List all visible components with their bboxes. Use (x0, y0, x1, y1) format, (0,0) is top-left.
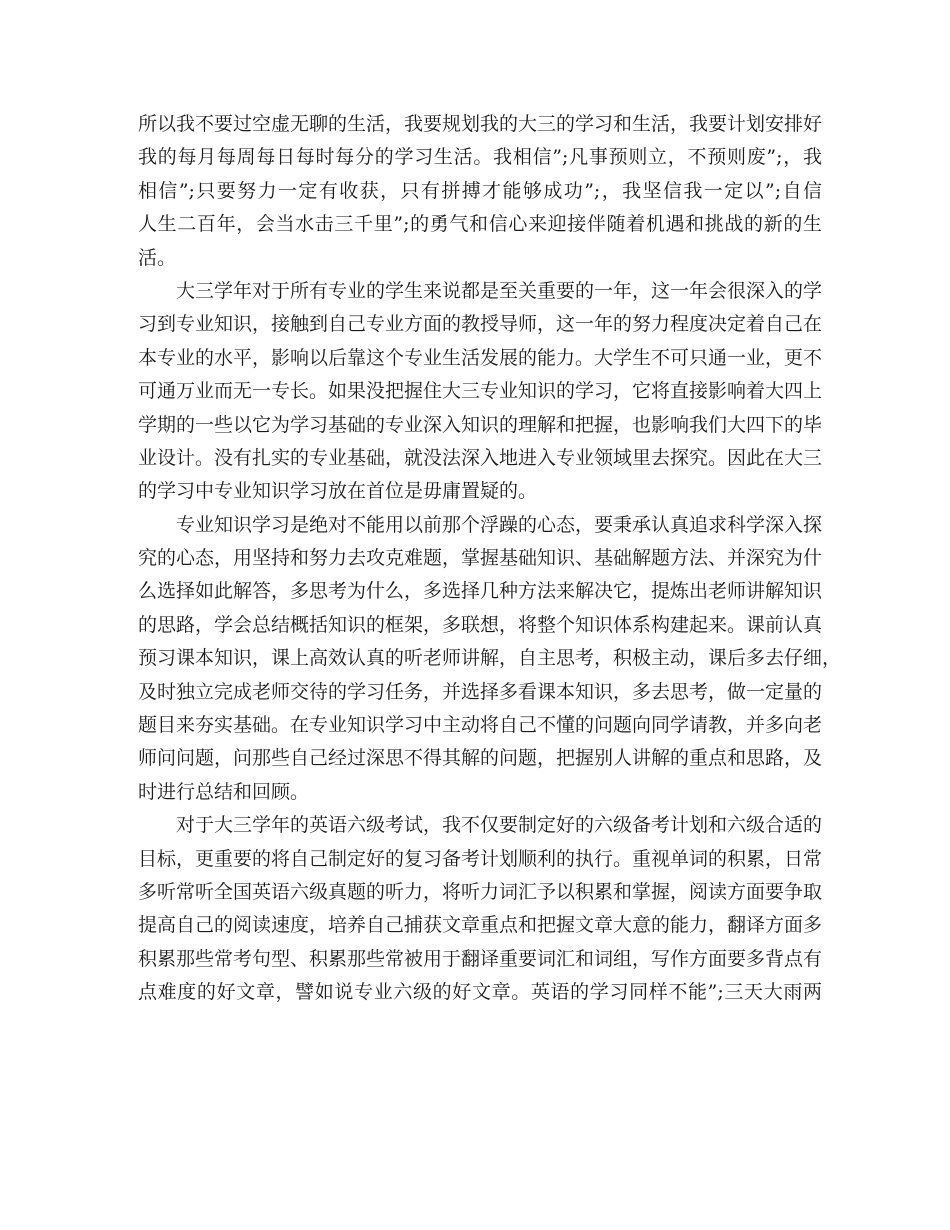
text-line: 习到专业知识，接触到自己专业方面的教授导师，这一年的努力程度决定着自己在 (138, 313, 823, 336)
text-line: 及时独立完成老师交待的学习任务，并选择多看课本知识，多去思考，做一定量的 (138, 680, 823, 703)
text-line: 目标，更重要的将自己制定好的复习备考计划顺利的执行。重视单词的积累，日常 (138, 847, 823, 870)
text-line: 点难度的好文章，譬如说专业六级的好文章。英语的学习同样不能”;三天大雨两 (138, 981, 822, 1004)
paragraph-first-line: 对于大三学年的英语六级考试，我不仅要制定好的六级备考计划和六级合适的 (176, 814, 823, 837)
text-line: 业设计。没有扎实的专业基础，就没法深入地进入专业领域里去探究。因此在大三 (138, 446, 823, 469)
text-line: 提高自己的阅读速度，培养自己捕获文章重点和把握文章大意的能力，翻译方面多 (138, 914, 823, 937)
paragraph-first-line: 专业知识学习是绝对不能用以前那个浮躁的心态，要秉承认真追求科学深入探 (176, 513, 823, 536)
text-line: 的学习中专业知识学习放在首位是毋庸置疑的。 (138, 480, 538, 503)
text-line: 究的心态，用坚持和努力去攻克难题，掌握基础知识、基础解题方法、并深究为什 (138, 547, 823, 570)
text-line: 所以我不要过空虚无聊的生活，我要规划我的大三的学习和生活，我要计划安排好 (138, 113, 823, 135)
text-line: 学期的一些以它为学习基础的专业深入知识的理解和把握，也影响我们大四下的毕 (138, 413, 823, 436)
text-line: 可通万业而无一专长。如果没把握住大三专业知识的学习，它将直接影响着大四上 (138, 380, 823, 403)
text-line: 预习课本知识，课上高效认真的听老师讲解，自主思考，积极主动，课后多去仔细， (138, 647, 842, 670)
text-line: 我的每月每周每日每时每分的学习生活。我相信”;凡事预则立，不预则废”;，我 (138, 146, 822, 169)
text-line: 人生二百年，会当水击三千里”;的勇气和信心来迎接伴随着机遇和挑战的新的生 (138, 213, 822, 236)
text-line: 师问问题，问那些自己经过深思不得其解的问题，把握别人讲解的重点和思路，及 (138, 747, 823, 770)
document-body (138, 108, 842, 1010)
text-line: 本专业的水平，影响以后靠这个专业生活发展的能力。大学生不可只通一业，更不 (138, 346, 823, 369)
text-line: 多听常听全国英语六级真题的听力，将听力词汇予以积累和掌握，阅读方面要争取 (138, 880, 823, 903)
text-line: 时进行总结和回顾。 (138, 780, 310, 803)
text-line: 积累那些常考句型、积累那些常被用于翻译重要词汇和词组，写作方面要多背点有 (138, 947, 823, 970)
text-line: 的思路，学会总结概括知识的框架，多联想，将整个知识体系构建起来。课前认真 (138, 613, 823, 636)
paragraph-first-line: 大三学年对于所有专业的学生来说都是至关重要的一年，这一年会很深入的学 (176, 279, 823, 302)
text-line: 么选择如此解答，多思考为什么，多选择几种方法来解决它，提炼出老师讲解知识 (138, 580, 823, 603)
text-line: 活。 (138, 246, 177, 269)
text-line: 相信”;只要努力一定有收获，只有拼搏才能够成功”;，我坚信我一定以”;自信 (138, 179, 822, 202)
text-line: 题目来夯实基础。在专业知识学习中主动将自己不懂的问题向同学请教，并多向老 (138, 714, 823, 737)
